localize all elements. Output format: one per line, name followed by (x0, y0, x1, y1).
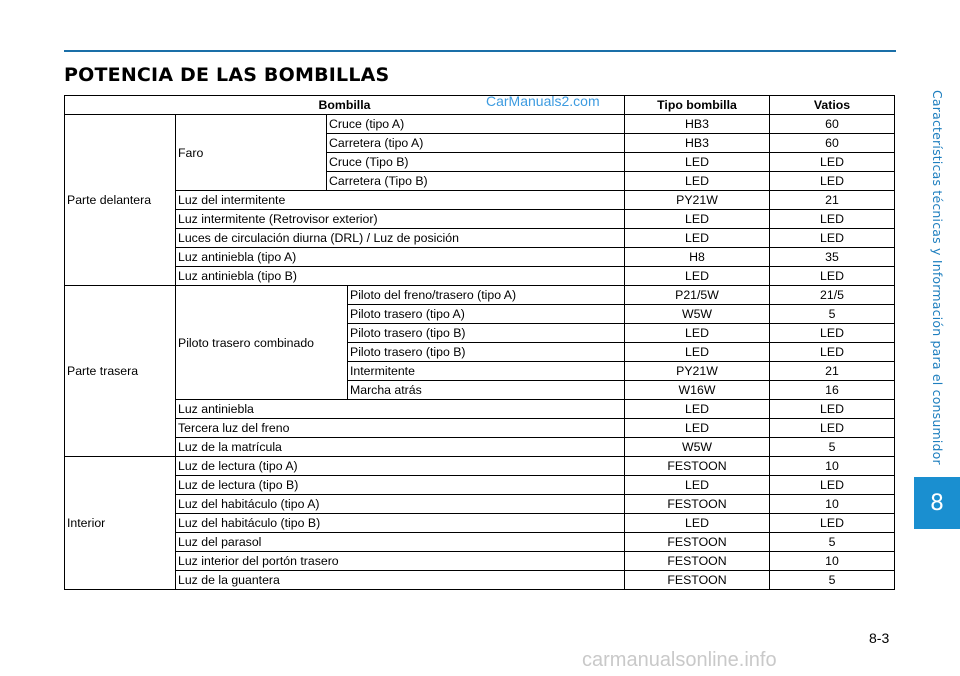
subgroup-label: Faro (176, 115, 327, 191)
watermark-bottom: carmanualsonline.info (582, 649, 777, 671)
bulb-type: LED (625, 210, 770, 229)
bulb-table (64, 95, 895, 590)
bulb-name: Tercera luz del freno (176, 419, 625, 438)
bulb-type: PY21W (625, 191, 770, 210)
bulb-type: LED (625, 229, 770, 248)
bulb-name: Luz de lectura (tipo B) (176, 476, 625, 495)
bulb-name: Piloto trasero (tipo B) (348, 324, 625, 343)
bulb-watts: 16 (770, 381, 895, 400)
bulb-name: Piloto trasero (tipo A) (348, 305, 625, 324)
top-divider (64, 50, 896, 52)
bulb-watts: LED (770, 514, 895, 533)
table-row (65, 267, 895, 286)
bulb-name: Cruce (tipo A) (327, 115, 625, 134)
bulb-name: Piloto del freno/trasero (tipo A) (348, 286, 625, 305)
group-label: Parte delantera (65, 115, 176, 286)
bulb-watts: 35 (770, 248, 895, 267)
table-row (65, 495, 895, 514)
bulb-watts: LED (770, 229, 895, 248)
table-row (65, 552, 895, 571)
bulb-watts: 5 (770, 438, 895, 457)
bulb-watts: 60 (770, 115, 895, 134)
table-row (65, 191, 895, 210)
table-row (65, 514, 895, 533)
bulb-name: Intermitente (348, 362, 625, 381)
bulb-name: Luz del habitáculo (tipo B) (176, 514, 625, 533)
table-row (65, 476, 895, 495)
bulb-watts: 60 (770, 134, 895, 153)
table-header-row (65, 96, 895, 115)
table-row (65, 571, 895, 590)
bulb-name: Luz antiniebla (tipo A) (176, 248, 625, 267)
bulb-watts: 10 (770, 495, 895, 514)
bulb-type: FESTOON (625, 533, 770, 552)
table-row (65, 210, 895, 229)
bulb-type: LED (625, 476, 770, 495)
bulb-type: W5W (625, 305, 770, 324)
bulb-watts: LED (770, 267, 895, 286)
bulb-type: FESTOON (625, 571, 770, 590)
bulb-name: Luz de la matrícula (176, 438, 625, 457)
table-row (65, 286, 895, 305)
header-bombilla: Bombilla (65, 96, 625, 115)
bulb-type: LED (625, 267, 770, 286)
bulb-name: Luz antiniebla (176, 400, 625, 419)
subgroup-label: Piloto trasero combinado (176, 286, 348, 400)
bulb-name: Cruce (Tipo B) (327, 153, 625, 172)
bulb-name: Luz de la guantera (176, 571, 625, 590)
bulb-name: Luz del intermitente (176, 191, 625, 210)
header-tipo: Tipo bombilla (625, 96, 770, 115)
bulb-type: LED (625, 419, 770, 438)
page-title: POTENCIA DE LAS BOMBILLAS (64, 64, 390, 86)
bulb-type: H8 (625, 248, 770, 267)
section-side-label: Características técnicas y Información para el consumidor (930, 90, 945, 465)
bulb-watts: 10 (770, 552, 895, 571)
bulb-type: HB3 (625, 115, 770, 134)
bulb-watts: 5 (770, 571, 895, 590)
table-row (65, 229, 895, 248)
bulb-name: Carretera (Tipo B) (327, 172, 625, 191)
watermark-top: CarManuals2.com (486, 93, 600, 109)
bulb-type: HB3 (625, 134, 770, 153)
bulb-type: LED (625, 153, 770, 172)
table-row (65, 115, 895, 134)
table-row (65, 248, 895, 267)
bulb-watts: LED (770, 400, 895, 419)
bulb-name: Luz intermitente (Retrovisor exterior) (176, 210, 625, 229)
bulb-watts: LED (770, 172, 895, 191)
bulb-type: FESTOON (625, 457, 770, 476)
bulb-watts: 21 (770, 191, 895, 210)
table-row (65, 457, 895, 476)
bulb-type: W5W (625, 438, 770, 457)
bulb-type: LED (625, 514, 770, 533)
table-row (65, 400, 895, 419)
bulb-name: Carretera (tipo A) (327, 134, 625, 153)
bulb-type: LED (625, 400, 770, 419)
bulb-type: P21/5W (625, 286, 770, 305)
group-label: Parte trasera (65, 286, 176, 457)
bulb-watts: 5 (770, 305, 895, 324)
bulb-name: Luz interior del portón trasero (176, 552, 625, 571)
page-number: 8-3 (869, 630, 890, 646)
bulb-type: LED (625, 324, 770, 343)
group-label: Interior (65, 457, 176, 590)
chapter-tab: 8 (914, 477, 960, 529)
table-row (65, 419, 895, 438)
bulb-watts: 5 (770, 533, 895, 552)
bulb-name: Luz de lectura (tipo A) (176, 457, 625, 476)
bulb-watts: LED (770, 343, 895, 362)
bulb-type: LED (625, 343, 770, 362)
bulb-watts: LED (770, 210, 895, 229)
bulb-watts: LED (770, 153, 895, 172)
bulb-type: PY21W (625, 362, 770, 381)
bulb-name: Piloto trasero (tipo B) (348, 343, 625, 362)
bulb-name: Marcha atrás (348, 381, 625, 400)
table-row (65, 533, 895, 552)
bulb-type: W16W (625, 381, 770, 400)
bulb-watts: LED (770, 324, 895, 343)
bulb-name: Luces de circulación diurna (DRL) / Luz de posición (176, 229, 625, 248)
bulb-watts: 10 (770, 457, 895, 476)
bulb-watts: 21 (770, 362, 895, 381)
bulb-watts: LED (770, 476, 895, 495)
bulb-name: Luz antiniebla (tipo B) (176, 267, 625, 286)
bulb-type: LED (625, 172, 770, 191)
header-vatios: Vatios (770, 96, 895, 115)
bulb-watts: LED (770, 419, 895, 438)
bulb-name: Luz del habitáculo (tipo A) (176, 495, 625, 514)
bulb-type: FESTOON (625, 495, 770, 514)
bulb-name: Luz del parasol (176, 533, 625, 552)
table-row (65, 438, 895, 457)
bulb-type: FESTOON (625, 552, 770, 571)
bulb-watts: 21/5 (770, 286, 895, 305)
